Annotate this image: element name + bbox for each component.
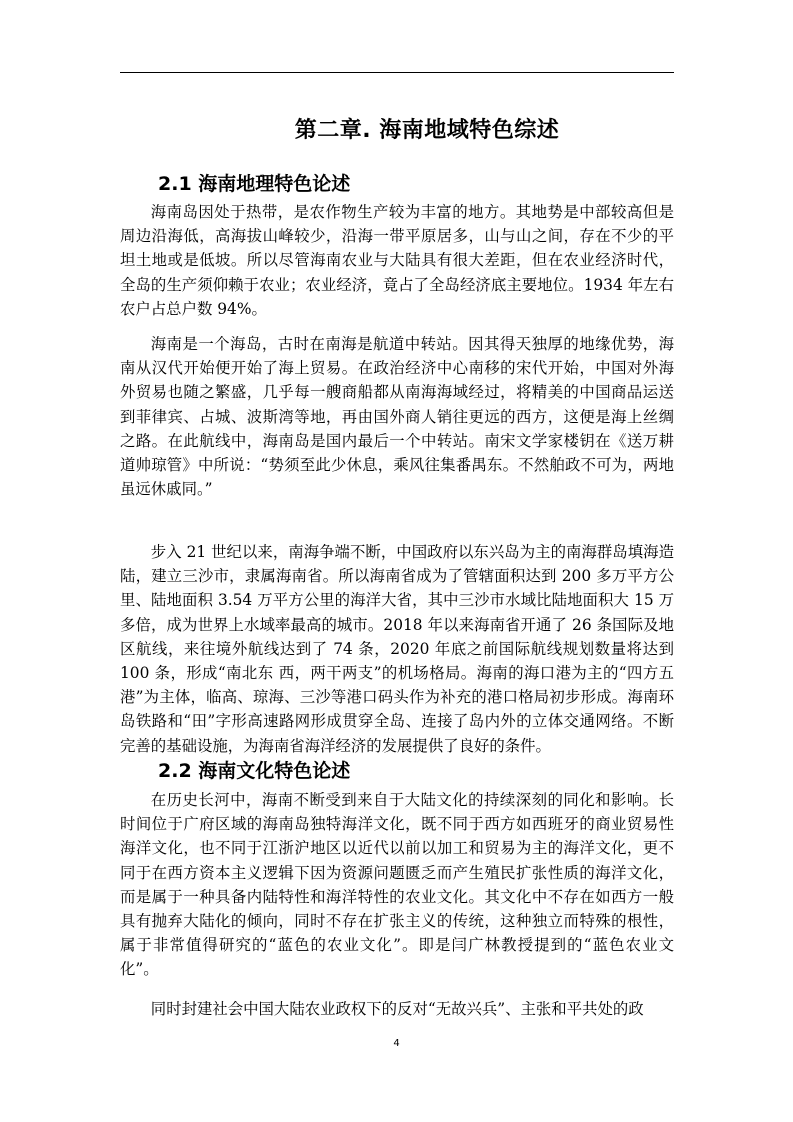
paragraph: 同时封建社会中国大陆农业政权下的反对“无故兴兵”、主张和平共处的政 [150, 1000, 644, 1018]
page-number: 4 [393, 1038, 400, 1049]
paragraph: 在历史长河中，海南不断受到来自于大陆文化的持续深刻的同化和影响。长时间位于广府区域的海南岛独特海洋文化，既不同于西方如西班牙的商业贸易性海洋文化，也不同于江浙沪地区以近代以前以加工和贸易为主的海洋文化，更不同于在西方资本主义逻辑下因为资源问题匮乏而产生殖民扩张性质的海洋文化，而是属于一种具备内陆特性和海洋特性的农业文化。其文化中不存在如西方一般具有抛弃大陆化的倾向，同时不存在扩张主义的传统，这种独立而特殊的根性，属于非常值得研究的“蓝色的农业文化”。即是闫广林教授提到的“蓝色农业文化”。 [120, 791, 674, 979]
section-heading-2-1: 2.1 海南地理特色论述 [158, 173, 351, 195]
paragraph: 海南岛因处于热带，是农作物生产较为丰富的地方。其地势是中部较高但是周边沿海低，高海拔山峰较少，沿海一带平原居多，山与山之间，存在不少的平坦土地或是低坡。所以尽管海南农业与大陆具有很大差距，但在农业经济时代，全岛的生产须仰赖于农业；农业经济，竟占了全岛经济底主要地位。1934 年左右农户占总户数 94%。 [120, 203, 674, 318]
chapter-title: 第二章. 海南地域特色综述 [294, 118, 560, 143]
section-heading-2-2: 2.2 海南文化特色论述 [158, 760, 351, 782]
paragraph: 海南是一个海岛，古时在南海是航道中转站。因其得天独厚的地缘优势，海南从汉代开始便开始了海上贸易。在政治经济中心南移的宋代开始，中国对外海外贸易也随之繁盛，几乎每一艘商船都从南海海域经过，将精美的中国商品运送到菲律宾、占城、波斯湾等地，再由国外商人销往更远的西方，这便是海上丝绸之路。在此航线中，海南岛是国内最后一个中转站。南宋文学家楼钥在《送万耕道帅琼管》中所说：“势须至此少休息，乘风往集番禺东。不然舶政不可为，两地虽远休戚同。” [120, 335, 674, 499]
paragraph: 步入 21 世纪以来，南海争端不断，中国政府以东兴岛为主的南海群岛填海造陆，建立三沙市，隶属海南省。所以海南省成为了管辖面积达到 200 多万平方公里、陆地面积 3.54 万平方公里的海洋大省，其中三沙市水域比陆地面积大 15 万多倍，成为世界上水域率最高的城市。2018 年以来海南省开通了 26 条国际及地区航线，来往境外航线达到了 74 条，2020 年底之前国际航线规划数量将达到 100 条，形成“南北东 西，两干两支”的机场格局。海南的海口港为主的“四方五港”为主体，临高、琼海、三沙等港口码头作为补充的港口格局初步形成。海南环岛铁路和“田”字形高速路网形成贯穿全岛、连接了岛内外的立体交通网络。不断完善的基础设施，为海南省海洋经济的发展提供了良好的条件。 [120, 543, 674, 755]
header-rule [120, 72, 674, 73]
